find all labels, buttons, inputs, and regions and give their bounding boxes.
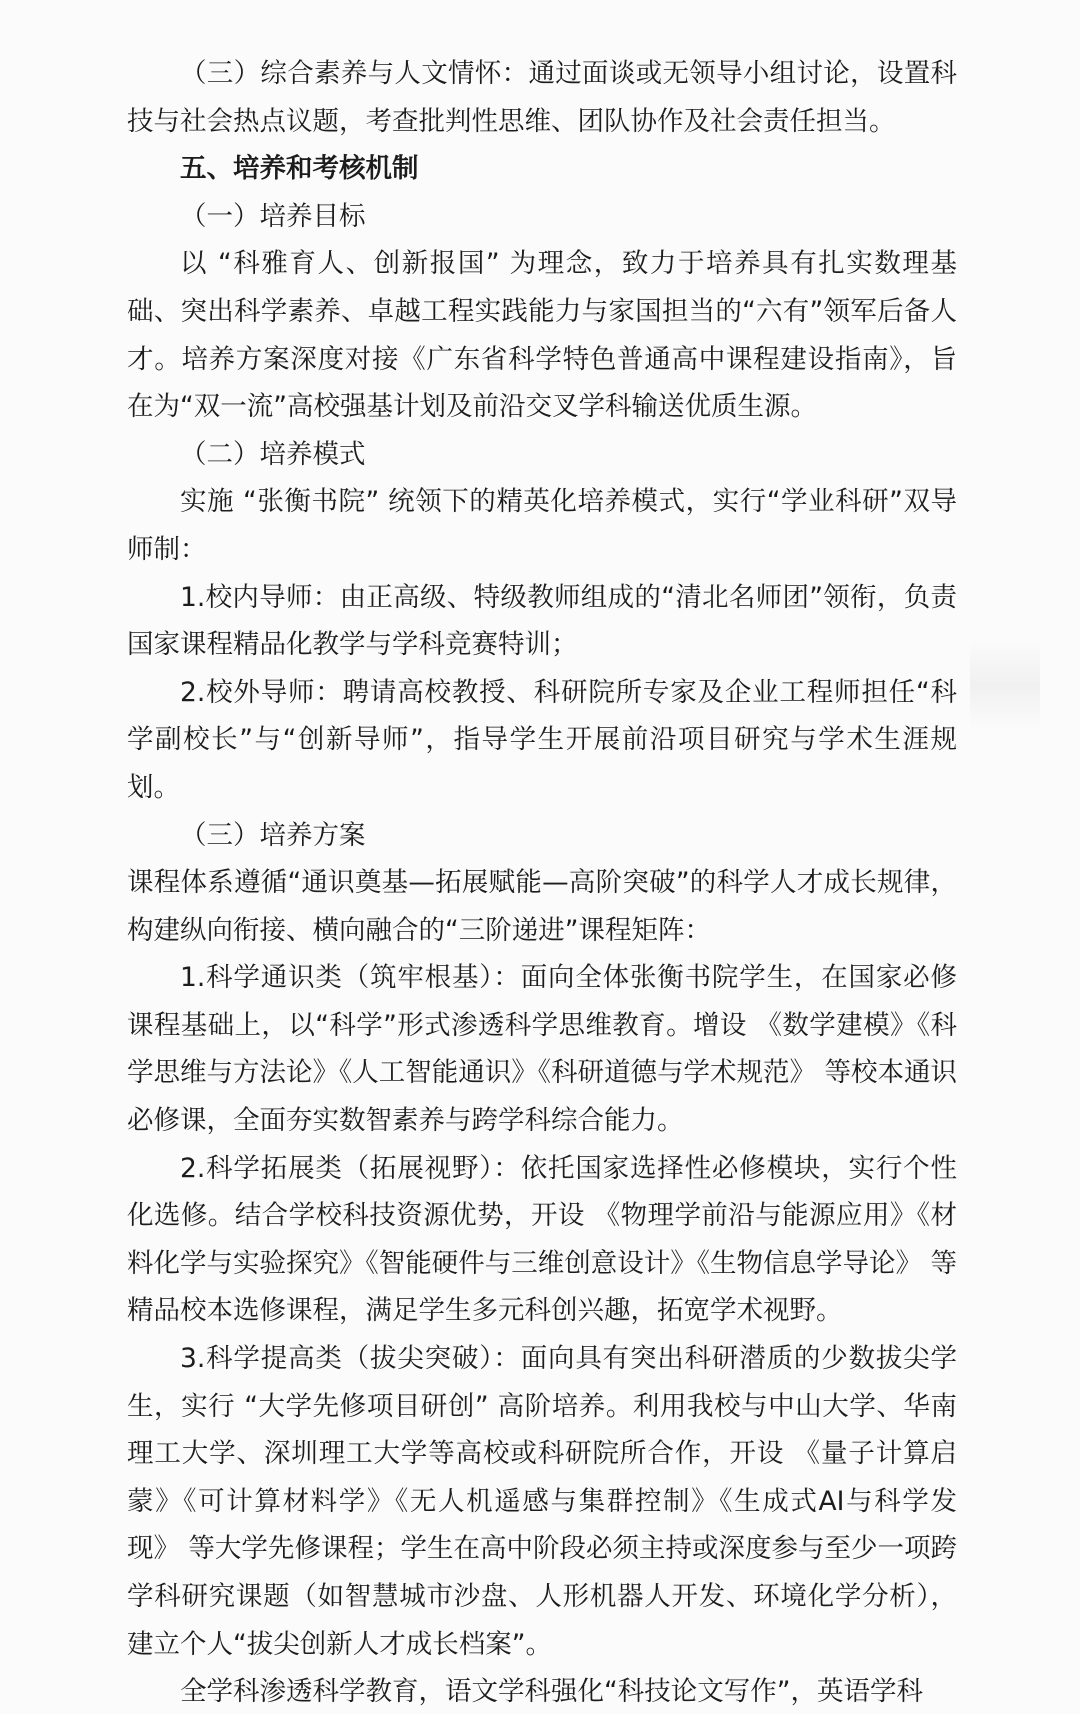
document-body [127, 50, 957, 1714]
paragraph-training-mode: 实施 “张衡书院” 统领下的精英化培养模式，实行“学业科研”双导师制： [127, 486, 957, 565]
paragraph-training-goal: 以 “科雅育人、创新报国” 为理念，致力于培养具有扎实数理基础、突出科学素养、卓越工程实践能力与家国担当的“六有”领军后备人才。培养方案深度对接《广东省科学特色普通高中课程建设指南》，旨在为“双一流”高校强基计划及前沿交叉学科输送优质生源。 [127, 248, 957, 423]
subheading-training-mode: （二）培养模式 [180, 438, 366, 470]
paragraph-internal-mentor: 1.校内导师：由正高级、特级教师组成的“清北名师团”领衔，负责国家课程精品化教学与学科竞赛特训； [127, 581, 957, 661]
paragraph-science-extension: 2.科学拓展类（拓展视野）：依托国家选择性必修模块，实行个性化选修。结合学校科技资源优势，开设 《物理学前沿与能源应用》《材料化学与实验探究》《智能硬件与三维创意设计》《生物信息学导论》 等精品校本选修课程，满足学生多元科创兴趣，拓宽学术视野。 [127, 1152, 957, 1327]
subheading-training-plan: （三）培养方案 [180, 819, 366, 851]
paragraph-external-mentor: 2.校外导师：聘请高校教授、科研院所专家及企业工程师担任“科学副校长”与“创新导师”，指导学生开展前沿项目研究与学术生涯规划。 [127, 676, 957, 803]
scan-artifact [970, 640, 1040, 730]
paragraph-curriculum-system: 课程体系遵循“通识奠基—拓展赋能—高阶突破”的科学人才成长规律，构建纵向衔接、横向融合的“三阶递进”课程矩阵： [127, 867, 957, 946]
section-heading-training-mechanism: 五、培养和考核机制 [180, 153, 419, 185]
paragraph-comprehensive-quality: （三）综合素养与人文情怀：通过面谈或无领导小组讨论，设置科技与社会热点议题，考查批判性思维、团队协作及社会责任担当。 [127, 58, 957, 137]
paragraph-cross-subject: 全学科渗透科学教育，语文学科强化“科技论文写作”，英语学科 [180, 1676, 923, 1708]
paragraph-science-general: 1.科学通识类（筑牢根基）：面向全体张衡书院学生，在国家必修课程基础上，以“科学”形式渗透科学思维教育。增设 《数学建模》《科学思维与方法论》《人工智能通识》《科研道德与学术规范》 等校本通识必修课，全面夯实数智素养与跨学科综合能力。 [127, 962, 957, 1137]
paragraph-science-advanced: 3.科学提高类（拔尖突破）：面向具有突出科研潜质的少数拔尖学生，实行 “大学先修项目研创” 高阶培养。利用我校与中山大学、华南理工大学、深圳理工大学等高校或科研院所合作，开设 《量子计算启蒙》《可计算材料学》《无人机遥感与集群控制》《生成式AI与科学发现》 等大学先修课程；学生在高中阶段必须主持或深度参与至少一项跨学科研究课题（如智慧城市沙盘、人形机器人开发、环境化学分析），建立个人“拔尖创新人才成长档案”。 [127, 1343, 957, 1660]
subheading-training-goal: （一）培养目标 [180, 200, 366, 232]
